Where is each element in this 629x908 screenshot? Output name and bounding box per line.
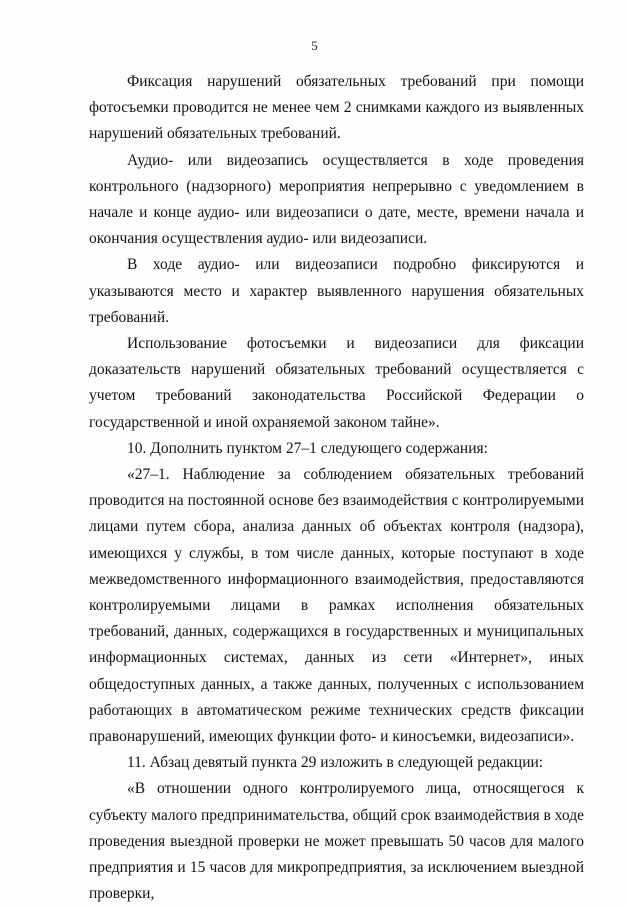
document-body [89,69,584,908]
page-number: 5 [311,38,318,53]
paragraph-recording-details: В ходе аудио- или видеозаписи подробно фиксируются и указываются место и характер выявленного нарушения обязательных требований. [89,256,584,326]
paragraph-photo-fixation: Фиксация нарушений обязательных требований при помощи фотосъемки проводится не менее чем 2 снимками каждого из выявленных нарушений обязательных требований. [89,73,584,143]
paragraph-audio-video-recording: Аудио- или видеозапись осуществляется в ходе проведения контрольного (надзорного) мероприятия непрерывно с уведомлением в начале и конце аудио- или видеозаписи о дате, месте, времени начала и окончания осуществления аудио- или видеозаписи. [89,151,584,248]
paragraph-item-27-1: «27–1. Наблюдение за соблюдением обязательных требований проводится на постоянной основе без взаимодействия с контролируемыми лицами путем сбора, анализа данных об объектах контроля (надзора), имеющихся у службы, в том числе данных, которые поступают в ходе межведомственного информационного взаимодействия, предоставляются контролируемыми лицами в рамках исполнения обязательных требований, данных, содержащихся в государственных и муниципальных информационных системах, данных из сети «Интернет», иных общедоступных данных, а также данных, полученных с использованием работающих в автоматическом режиме технических средств фиксации правонарушений, имеющих функции фото- и киносъемки, видеозаписи». [89,466,584,746]
paragraph-inspection-duration: «В отношении одного контролируемого лица, относящегося к субъекту малого предпринимательства, общий срок взаимодействия в ходе проведения выездной проверки не может превышать 50 часов для малого предприятия и 15 часов для микропредприятия, за исключением выездной проверки, [89,780,584,903]
paragraph-item-11: 11. Абзац девятый пункта 29 изложить в следующей редакции: [127,754,544,772]
paragraph-secrecy-compliance: Использование фотосъемки и видеозаписи для фиксации доказательств нарушений обязательных требований осуществляется с учетом требований законодательства Российской Федерации о государственной и иной охраняемой законом тайне». [89,335,584,431]
paragraph-item-10: 10. Дополнить пунктом 27–1 следующего содержания: [127,439,488,457]
